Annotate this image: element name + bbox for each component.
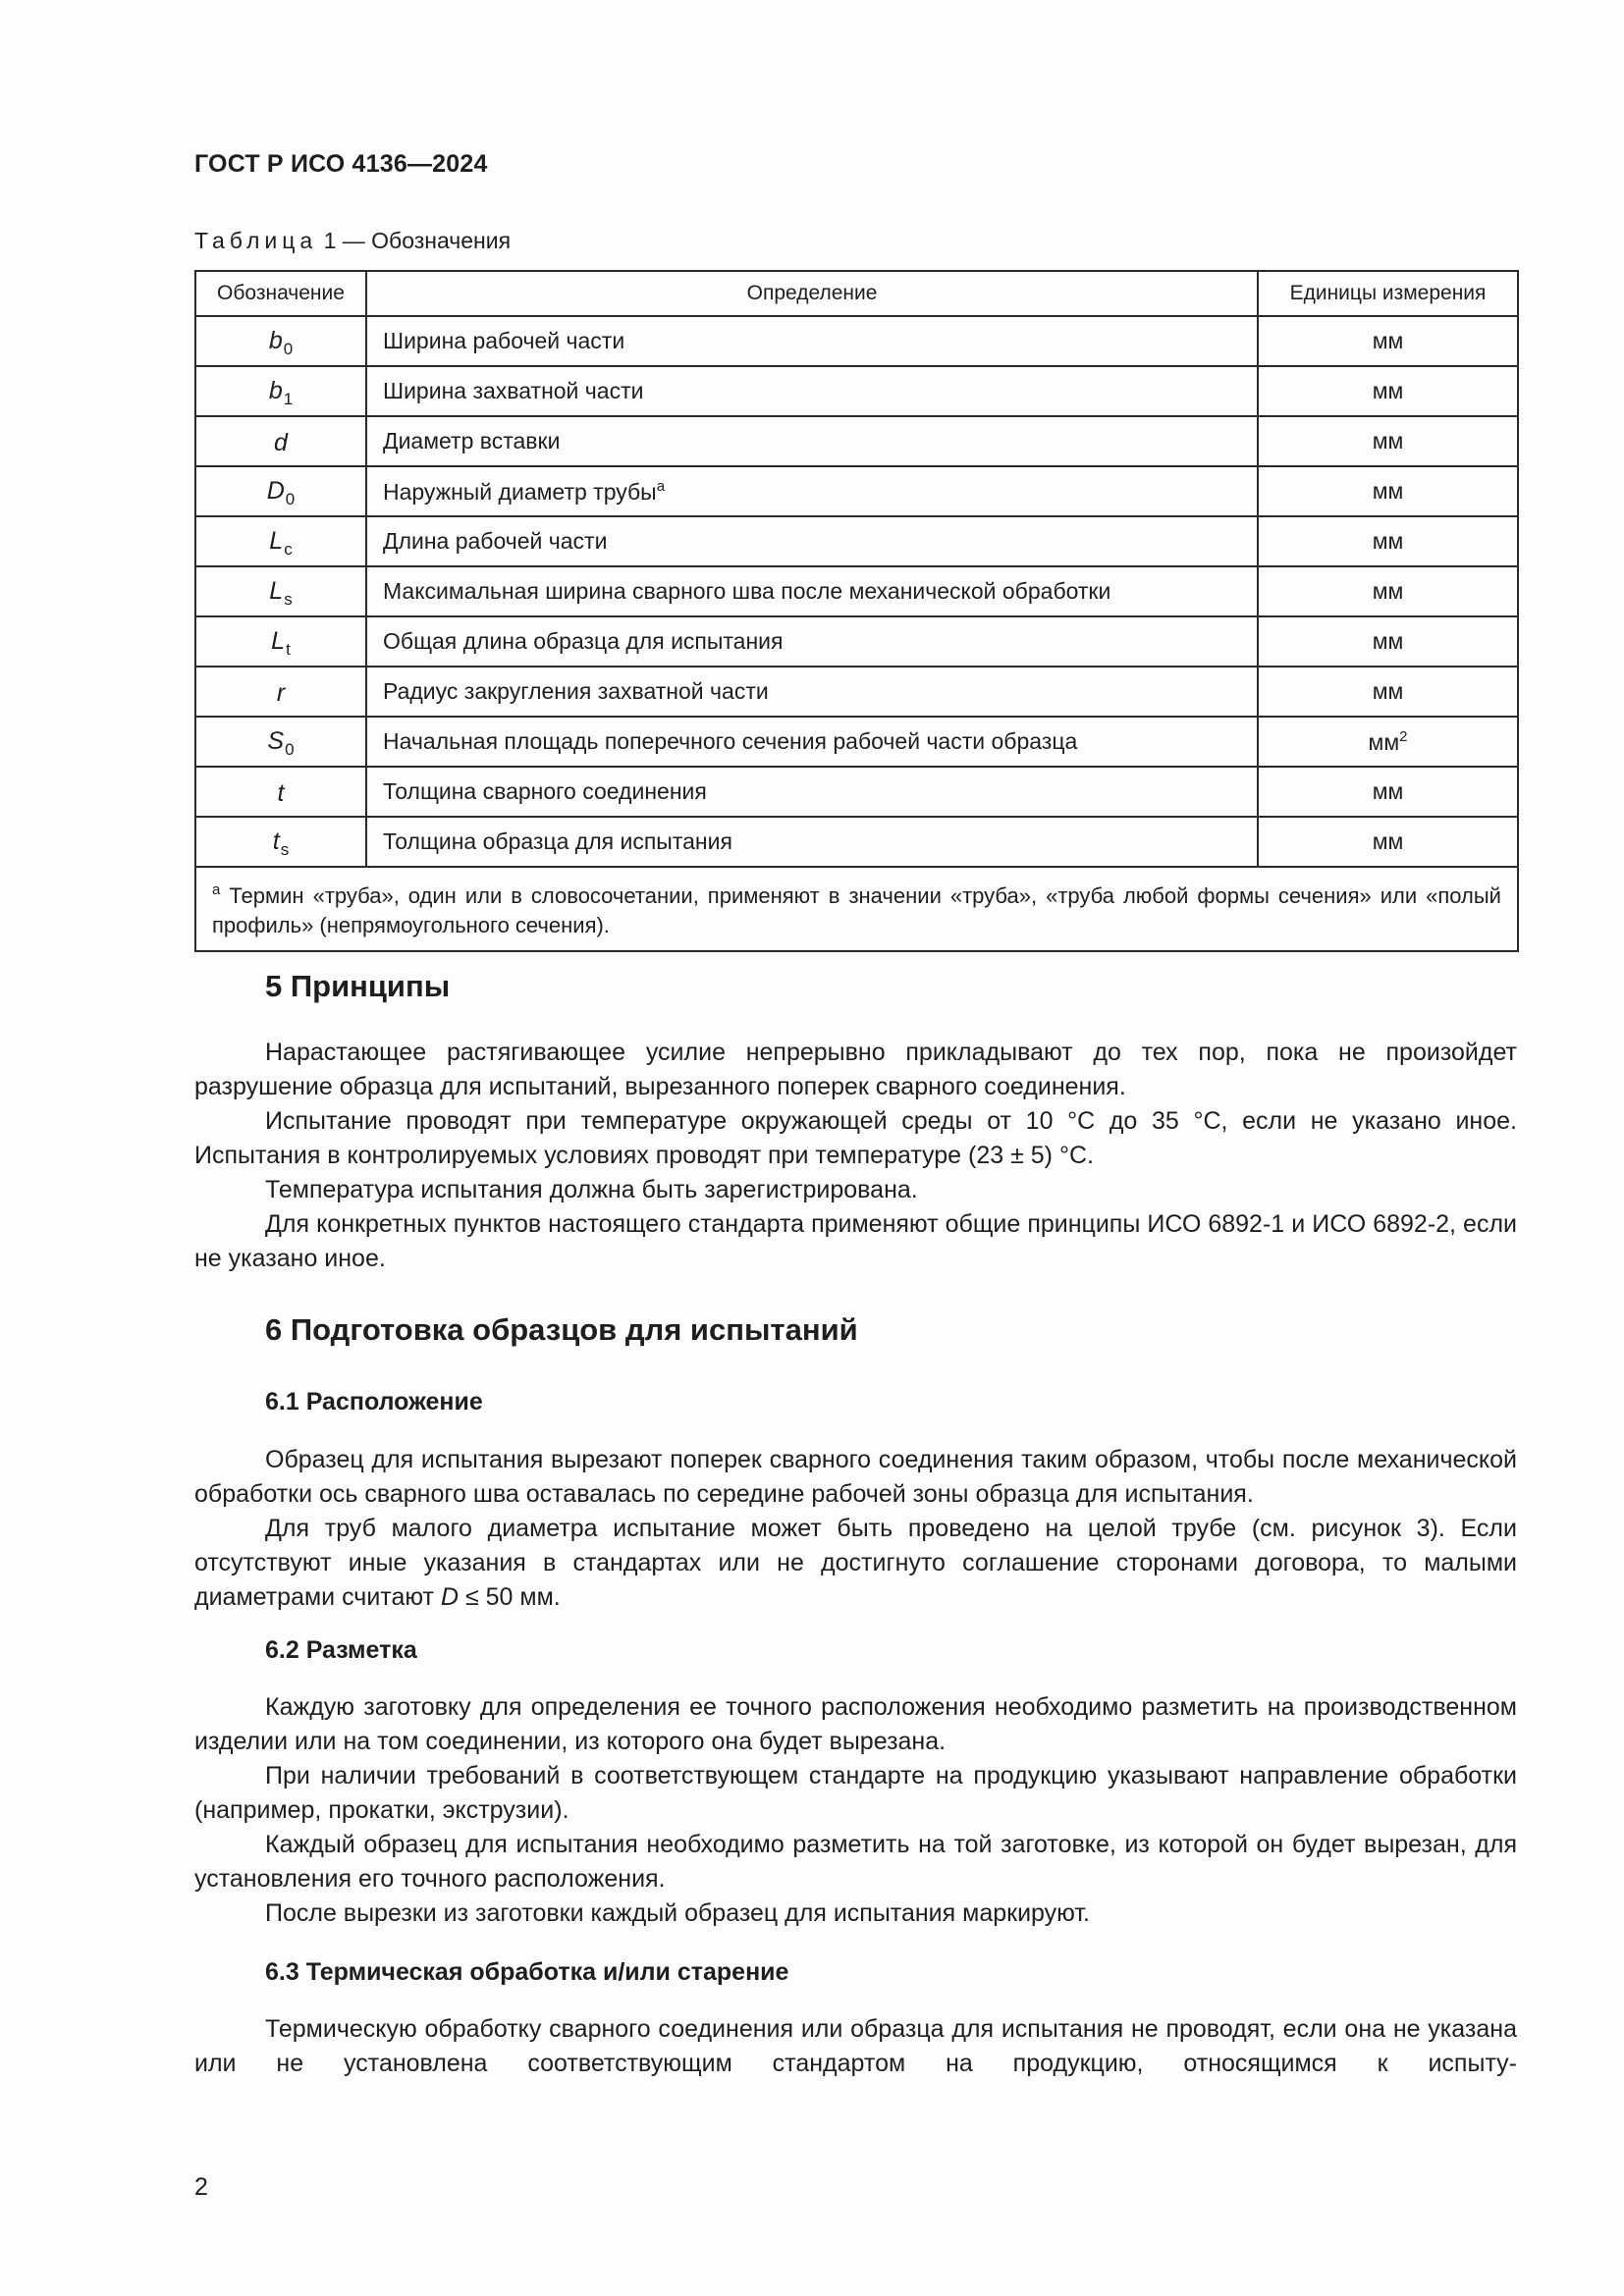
- definition-text: Ширина захватной части: [383, 378, 644, 403]
- symbol-subscript: t: [286, 640, 291, 659]
- symbol-cell: [195, 717, 366, 767]
- section-6-3-paragraph-1: Термическую обработку сварного соединения или образца для испытания не проводят, если она не указана или не установлена соответствующим стандартом на продукцию, относящимся к испыту-: [194, 2015, 1517, 2077]
- unit-exponent: 2: [1399, 727, 1408, 745]
- unit-cell: [1258, 466, 1518, 516]
- page-number: 2: [194, 2173, 208, 2201]
- unit-cell: [1258, 516, 1518, 566]
- section-6-1-paragraph-2: [194, 1512, 1517, 1615]
- symbol-letter: S: [267, 727, 285, 755]
- unit-cell: [1258, 717, 1518, 767]
- definition-text: Начальная площадь поперечного сечения рабочей части образца: [383, 728, 1078, 754]
- table-row: [195, 416, 1518, 466]
- unit-cell: [1258, 817, 1518, 867]
- unit-text: мм: [1372, 428, 1404, 454]
- table-row: [195, 767, 1518, 817]
- footnote-text: Термин «труба», один или в словосочетании, применяют в значении «труба», «труба любой формы сечения» или «полый профиль» (непрямоугольного сечения).: [212, 883, 1501, 937]
- paragraph-text: Для труб малого диаметра испытание может быть проведено на целой трубе (см. рисунок 3). Если отсутствуют иные указания в стандартах или не достигнуто соглашение сторонами договора, то малыми диаметрами считают: [194, 1515, 1517, 1611]
- unit-text: мм: [1372, 378, 1404, 403]
- section-6-2-paragraph-3: Каждый образец для испытания необходимо разметить на той заготовке, из которой он будет вырезан, для установления его точного расположения.: [194, 1831, 1517, 1893]
- symbol-cell: [195, 767, 366, 817]
- symbol-subscript: c: [284, 540, 293, 559]
- section-5-heading: 5 Принципы: [265, 969, 451, 1003]
- definition-cell: [366, 817, 1258, 867]
- document-header: ГОСТ Р ИСО 4136—2024: [194, 150, 488, 178]
- unit-text: мм: [1372, 778, 1404, 804]
- section-6-1-heading: 6.1 Расположение: [265, 1388, 483, 1415]
- unit-text: мм: [1372, 628, 1404, 654]
- unit-cell: [1258, 366, 1518, 416]
- table-row: [195, 566, 1518, 616]
- definition-text: Диаметр вставки: [383, 428, 561, 454]
- section-6-2-heading: 6.2 Разметка: [265, 1636, 417, 1664]
- table-caption-title: 1 — Обозначения: [323, 228, 512, 253]
- section-6-2-paragraph-2: При наличии требований в соответствующем стандарте на продукцию указывают направление обработки (например, прокатки, экструзии).: [194, 1762, 1517, 1824]
- unit-text: мм: [1372, 678, 1404, 704]
- table-header-row: [195, 271, 1518, 316]
- symbol-cell: [195, 466, 366, 516]
- section-6-2-paragraph-4: После вырезки из заготовки каждый образец для испытания маркируют.: [265, 1899, 1090, 1927]
- symbol-letter: d: [274, 429, 288, 456]
- definition-text: Длина рабочей части: [383, 528, 608, 554]
- definition-cell: [366, 717, 1258, 767]
- symbol-cell: [195, 416, 366, 466]
- unit-text: мм: [1372, 528, 1404, 554]
- symbol-letter: t: [272, 828, 280, 855]
- definition-text: Радиус закругления захватной части: [383, 678, 769, 704]
- symbol-cell: [195, 516, 366, 566]
- unit-text: мм: [1372, 478, 1404, 504]
- table-row: [195, 516, 1518, 566]
- section-5-paragraph-2: Испытание проводят при температуре окружающей среды от 10 °С до 35 °С, если не указано иное. Испытания в контролируемых условиях проводят при температуре (23 ± 5) °С.: [194, 1107, 1517, 1169]
- table-body: [195, 316, 1518, 867]
- symbol-letter: L: [269, 577, 284, 605]
- symbol-letter: t: [277, 779, 285, 807]
- definition-cell: [366, 667, 1258, 717]
- symbol-letter: b: [268, 327, 283, 354]
- section-6-heading: 6 Подготовка образцов для испытаний: [265, 1312, 858, 1347]
- definition-text: Ширина рабочей части: [383, 328, 625, 353]
- unit-text: мм: [1368, 728, 1400, 755]
- section-6-1-paragraph-1: Образец для испытания вырезают поперек сварного соединения таким образом, чтобы после механической обработки ось сварного шва оставалась по середине рабочей зоны образца для испытания.: [194, 1446, 1517, 1508]
- unit-cell: [1258, 416, 1518, 466]
- definition-cell: [366, 466, 1258, 516]
- symbol-letter: b: [268, 377, 283, 404]
- unit-text: мм: [1372, 828, 1404, 854]
- table-row: [195, 316, 1518, 366]
- symbol-cell: [195, 366, 366, 416]
- table-row: [195, 667, 1518, 717]
- definition-cell: [366, 416, 1258, 466]
- unit-cell: [1258, 667, 1518, 717]
- definition-text: Максимальная ширина сварного шва после механической обработки: [383, 578, 1111, 604]
- unit-cell: [1258, 316, 1518, 366]
- definition-cell: [366, 516, 1258, 566]
- column-header-definition: Определение: [366, 271, 1258, 316]
- symbol-subscript: s: [280, 840, 290, 859]
- table-caption-label: Таблица: [194, 228, 318, 253]
- table-row: [195, 466, 1518, 516]
- symbol-letter: L: [269, 527, 284, 555]
- definition-cell: [366, 366, 1258, 416]
- section-5-paragraph-3: Температура испытания должна быть зарегистрирована.: [265, 1176, 918, 1203]
- symbol-cell: [195, 667, 366, 717]
- diameter-variable: D: [440, 1583, 460, 1611]
- section-5-paragraph-1: Нарастающее растягивающее усилие непрерывно прикладывают до тех пор, пока не произойдет разрушение образца для испытаний, вырезанного поперек сварного соединения.: [194, 1039, 1517, 1100]
- symbol-cell: [195, 566, 366, 616]
- unit-cell: [1258, 566, 1518, 616]
- section-6-3-heading: 6.3 Термическая обработка и/или старение: [265, 1958, 789, 1986]
- unit-cell: [1258, 767, 1518, 817]
- definition-text: Наружный диаметр трубы: [383, 478, 657, 505]
- symbol-subscript: 0: [285, 490, 296, 508]
- table-row: [195, 616, 1518, 667]
- column-header-symbol: Обозначение: [195, 271, 366, 316]
- symbol-subscript: 0: [285, 740, 295, 759]
- footnote-reference: a: [656, 477, 666, 495]
- definition-cell: [366, 316, 1258, 366]
- section-5-paragraph-4: Для конкретных пунктов настоящего стандарта применяют общие принципы ИСО 6892-1 и ИСО 6892-2, если не указано иное.: [194, 1210, 1517, 1272]
- symbol-cell: [195, 316, 366, 366]
- symbol-subscript: 0: [283, 340, 294, 358]
- definition-cell: [366, 566, 1258, 616]
- table-row: [195, 366, 1518, 416]
- unit-text: мм: [1372, 328, 1404, 353]
- definition-text: Толщина сварного соединения: [383, 778, 707, 804]
- unit-cell: [1258, 616, 1518, 667]
- definition-cell: [366, 616, 1258, 667]
- symbol-letter: r: [276, 679, 286, 707]
- table-caption: [194, 228, 511, 254]
- footnote-mark: a: [212, 881, 221, 898]
- table-footnote: [195, 867, 1518, 951]
- table-row: [195, 817, 1518, 867]
- definition-cell: [366, 767, 1258, 817]
- table-footnote-row: [195, 867, 1518, 951]
- unit-text: мм: [1372, 578, 1404, 604]
- symbol-letter: D: [266, 477, 285, 505]
- definition-text: Толщина образца для испытания: [383, 828, 732, 854]
- symbol-subscript: s: [284, 590, 293, 609]
- table-row: [195, 717, 1518, 767]
- symbol-cell: [195, 817, 366, 867]
- column-header-units: Единицы измерения: [1258, 271, 1518, 316]
- symbol-cell: [195, 616, 366, 667]
- symbol-letter: L: [271, 627, 286, 655]
- definition-text: Общая длина образца для испытания: [383, 628, 784, 654]
- symbols-table: [194, 270, 1519, 952]
- section-6-2-paragraph-1: Каждую заготовку для определения ее точного расположения необходимо разметить на производственном изделии или на том соединении, из которого она будет вырезана.: [194, 1693, 1517, 1755]
- paragraph-text-end: ≤ 50 мм.: [459, 1583, 561, 1611]
- symbol-subscript: 1: [283, 390, 294, 408]
